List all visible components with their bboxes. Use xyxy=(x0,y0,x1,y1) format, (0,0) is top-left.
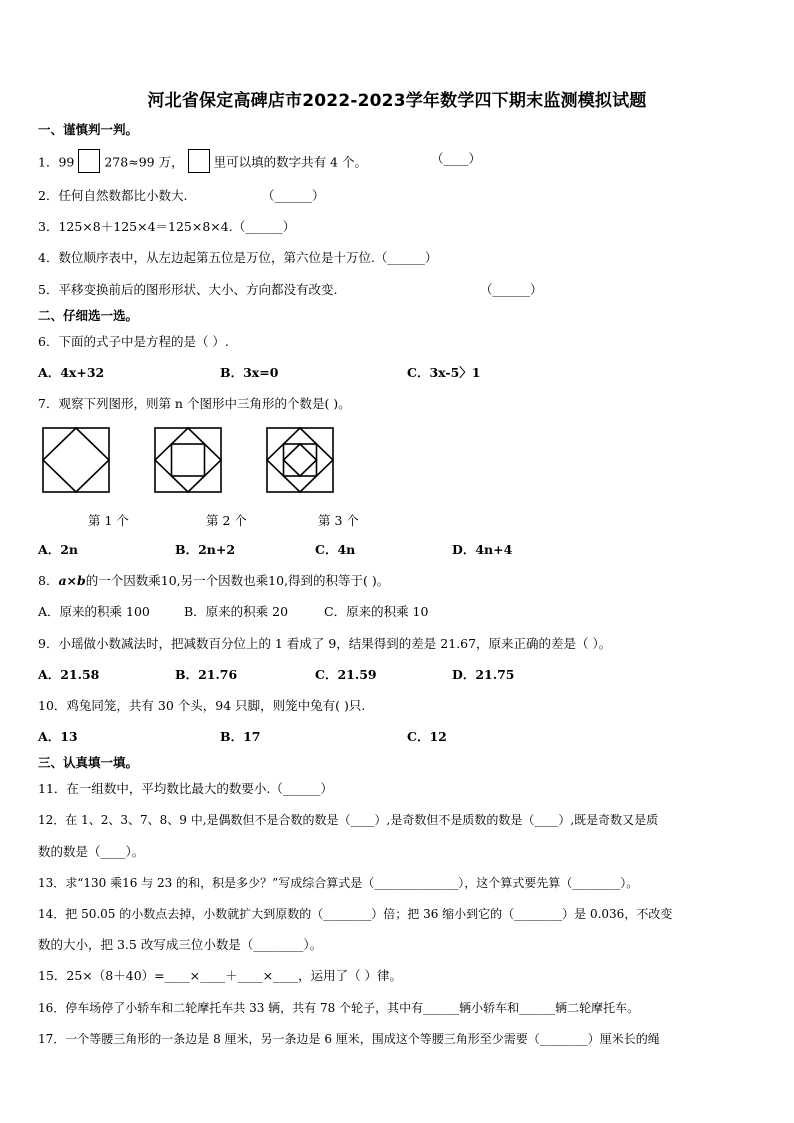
question-10: 10．鸡兔同笼，共有 30 个头，94 只脚，则笼中兔有( )只. xyxy=(38,698,366,713)
question-16: 16．停车场停了小轿车和二轮摩托车共 33 辆，共有 78 个轮子，其中有______辆小轿车和______辆二轮摩托车。 xyxy=(38,1001,640,1015)
question-2: 2．任何自然数都比小数大. xyxy=(38,188,188,203)
q9-option-b[interactable]: B．21.76 xyxy=(175,667,238,682)
question-14-line-1: 14．把 50.05 的小数点去掉，小数就扩大到原数的（________）倍；把 36 缩小到它的（________）是 0.036，不改变 xyxy=(38,907,673,921)
q7-option-a[interactable]: A．2n xyxy=(38,542,78,557)
question-14-line-2: 数的大小，把 3.5 改写成三位小数是（________）。 xyxy=(38,937,323,952)
q1-text-b: 278≈99 万， xyxy=(104,154,184,170)
q7-option-c[interactable]: C．4n xyxy=(315,542,356,557)
question-7: 7．观察下列图形，则第 n 个图形中三角形的个数是( )。 xyxy=(38,396,351,411)
question-1 xyxy=(38,151,367,175)
section-3-heading: 三、认真填一填。 xyxy=(38,755,139,770)
q6-option-a[interactable]: A．4x+32 xyxy=(38,365,105,380)
figure-1-caption: 第 1 个 xyxy=(88,513,129,528)
q1-text-c: 里可以填的数字共有 4 个。 xyxy=(213,154,367,170)
question-12-line-2: 数的数是（____）。 xyxy=(38,844,145,859)
question-3: 3．125×8＋125×4＝125×8×4.（______） xyxy=(38,219,296,234)
question-13: 13．求“130 乘16 与 23 的和，积是多少？”写成综合算式是（______________），这个算式要先算（________）。 xyxy=(38,876,639,890)
question-8 xyxy=(38,573,389,589)
q8-text: 的一个因数乘10,另一个因数也乘10,得到的积等于( )。 xyxy=(85,573,390,588)
q5-answer-paren[interactable]: （______） xyxy=(480,282,543,297)
section-1-heading: 一、谨慎判一判。 xyxy=(38,122,139,137)
q10-option-c[interactable]: C．12 xyxy=(407,729,447,744)
q9-option-c[interactable]: C．21.59 xyxy=(315,667,377,682)
page-title: 河北省保定高碑店市2022-2023学年数学四下期末监测模拟试题 xyxy=(147,91,647,111)
question-5: 5．平移变换前后的图形形状、大小、方向都没有改变. xyxy=(38,282,338,297)
figure-2-caption: 第 2 个 xyxy=(206,513,247,528)
q7-option-d[interactable]: D．4n+4 xyxy=(452,542,513,557)
q8-option-c[interactable]: C．原来的积乘 10 xyxy=(324,604,429,619)
q1-blank-box-1[interactable] xyxy=(78,149,100,173)
question-11: 11．在一组数中，平均数比最大的数要小.（______） xyxy=(38,781,333,796)
question-15: 15．25×（8＋40）=____×____＋____×____，运用了（ ）律。 xyxy=(38,968,403,983)
figure-3-nested-squares xyxy=(266,427,336,495)
q9-option-a[interactable]: A．21.58 xyxy=(38,667,100,682)
figure-2-nested-squares xyxy=(154,427,224,495)
q8-option-b[interactable]: B．原来的积乘 20 xyxy=(184,604,289,619)
figure-3-caption: 第 3 个 xyxy=(318,513,359,528)
q8-option-a[interactable]: A．原来的积乘 100 xyxy=(38,604,150,619)
q7-option-b[interactable]: B．2n+2 xyxy=(175,542,236,557)
question-6: 6．下面的式子中是方程的是（ ）. xyxy=(38,334,229,349)
q8-expression: a×b xyxy=(58,573,86,588)
q1-answer-paren[interactable]: （____） xyxy=(431,151,482,166)
question-4: 4．数位顺序表中，从左边起第五位是万位，第六位是十万位.（______） xyxy=(38,250,438,265)
q10-option-b[interactable]: B．17 xyxy=(220,729,261,744)
q10-option-a[interactable]: A．13 xyxy=(38,729,78,744)
figure-1-nested-squares xyxy=(42,427,112,495)
q1-blank-box-2[interactable] xyxy=(188,149,210,173)
q2-answer-paren[interactable]: （______） xyxy=(262,188,325,203)
question-17: 17．一个等腰三角形的一条边是 8 厘米，另一条边是 6 厘米，围成这个等腰三角形至少需要（________）厘米长的绳 xyxy=(38,1032,660,1046)
question-9: 9．小瑶做小数减法时，把减数百分位上的 1 看成了 9，结果得到的差是 21.67，原来正确的差是（ ）。 xyxy=(38,636,612,651)
section-2-heading: 二、仔细选一选。 xyxy=(38,308,139,323)
q8-number: 8． xyxy=(38,573,59,588)
q6-option-b[interactable]: B．3x=0 xyxy=(220,365,279,380)
q6-option-c[interactable]: C．3x-5〉1 xyxy=(407,365,481,380)
q9-option-d[interactable]: D．21.75 xyxy=(452,667,515,682)
q1-text-a: 1．99 xyxy=(38,154,75,170)
question-12-line-1: 12．在 1、2、3、7、8、9 中,是偶数但不是合数的数是（____）,是奇数但不是质数的数是（____）,既是奇数又是质 xyxy=(38,813,659,827)
